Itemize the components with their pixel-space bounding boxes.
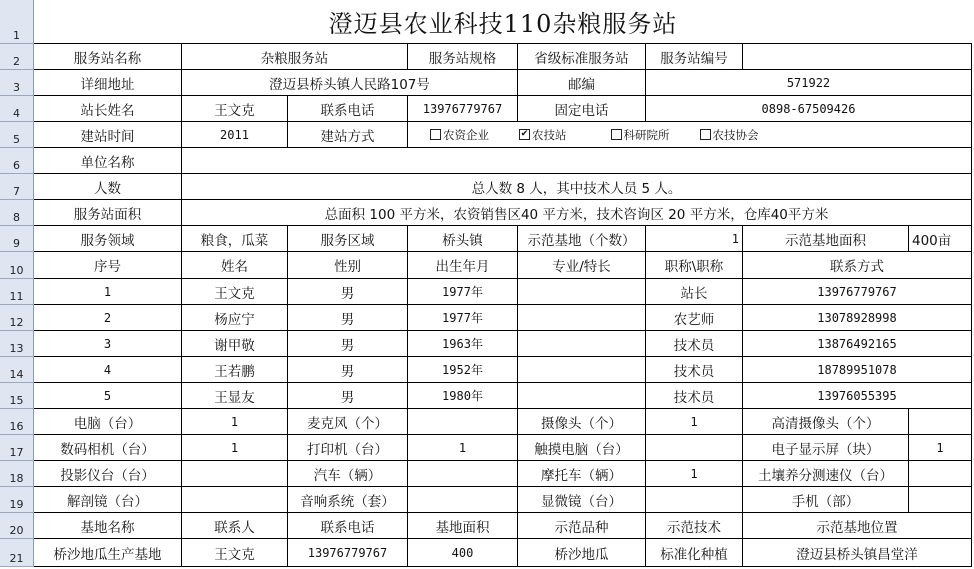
master-name-value[interactable]: 王文克 <box>182 96 288 122</box>
equipment-label[interactable]: 摄像头（个） <box>518 409 646 435</box>
row-header-6[interactable]: 6 <box>0 148 34 174</box>
row-header-3[interactable]: 3 <box>0 70 34 96</box>
demo-base-count-label[interactable]: 示范基地（个数） <box>518 226 646 252</box>
base-area[interactable]: 400 <box>408 539 518 567</box>
staff-title[interactable]: 技术员 <box>646 331 743 357</box>
base-header-phone[interactable]: 联系电话 <box>288 513 408 539</box>
row-header-7[interactable]: 7 <box>0 174 34 200</box>
staff-phone[interactable]: 13876492165 <box>743 331 972 357</box>
staff-sex[interactable]: 男 <box>288 357 408 383</box>
base-location[interactable]: 澄迈县桥头镇昌堂洋 <box>743 539 972 567</box>
checkbox-icon[interactable] <box>430 129 441 140</box>
row-header-15[interactable]: 15 <box>0 383 34 409</box>
row-header-19[interactable]: 19 <box>0 487 34 513</box>
postcode-label[interactable]: 邮编 <box>518 70 646 96</box>
equipment-count[interactable] <box>182 487 288 513</box>
equipment-label[interactable]: 手机（部） <box>743 487 909 513</box>
unit-name-label[interactable]: 单位名称 <box>34 148 182 174</box>
equipment-label[interactable]: 高清摄像头（个） <box>743 409 909 435</box>
equipment-count[interactable] <box>909 461 972 487</box>
base-header-location[interactable]: 示范基地位置 <box>743 513 972 539</box>
founded-value[interactable]: 2011 <box>182 122 288 148</box>
landline-label[interactable]: 固定电话 <box>518 96 646 122</box>
equipment-label[interactable]: 显微镜（台） <box>518 487 646 513</box>
build-mode-option-2[interactable] <box>519 127 567 143</box>
equipment-count[interactable] <box>408 409 518 435</box>
equipment-count[interactable]: 1 <box>182 409 288 435</box>
base-header-variety[interactable]: 示范品种 <box>518 513 646 539</box>
area-value[interactable]: 总面积 100 平方米，农资销售区40 平方米，技术咨询区 20 平方米，仓库40平方米 <box>182 200 972 226</box>
base-contact[interactable]: 王文克 <box>182 539 288 567</box>
staff-sex[interactable]: 男 <box>288 279 408 305</box>
equipment-count[interactable] <box>909 409 972 435</box>
station-name-label[interactable]: 服务站名称 <box>34 44 182 70</box>
equipment-count[interactable]: 1 <box>646 461 743 487</box>
phone-value[interactable]: 13976779767 <box>408 96 518 122</box>
equipment-count[interactable] <box>646 487 743 513</box>
equipment-label[interactable]: 电子显示屏（块） <box>743 435 909 461</box>
staff-birth[interactable]: 1980年 <box>408 383 518 409</box>
equipment-count[interactable]: 1 <box>408 435 518 461</box>
staff-no[interactable]: 2 <box>34 305 182 331</box>
checkbox-label: 农技站 <box>532 127 567 142</box>
base-phone[interactable]: 13976779767 <box>288 539 408 567</box>
row-header-21[interactable]: 21 <box>0 539 34 567</box>
base-tech[interactable]: 标准化种植 <box>646 539 743 567</box>
service-field-label[interactable]: 服务领域 <box>34 226 182 252</box>
headcount-value[interactable]: 总人数 8 人，其中技术人员 5 人。 <box>182 174 972 200</box>
staff-no[interactable]: 4 <box>34 357 182 383</box>
row-header-9[interactable]: 9 <box>0 226 34 252</box>
sheet-title[interactable]: 澄迈县农业科技110杂粮服务站 <box>34 0 972 44</box>
area-label[interactable]: 服务站面积 <box>34 200 182 226</box>
staff-sex[interactable]: 男 <box>288 383 408 409</box>
demo-base-count-value[interactable]: 1 <box>646 226 743 252</box>
checkbox-label: 科研院所 <box>623 127 670 142</box>
staff-name[interactable]: 王文克 <box>182 279 288 305</box>
staff-header-spec[interactable]: 专业/特长 <box>518 252 646 279</box>
staff-title[interactable]: 站长 <box>646 279 743 305</box>
staff-birth[interactable]: 1977年 <box>408 305 518 331</box>
equipment-label[interactable]: 汽车（辆） <box>288 461 408 487</box>
landline-value[interactable]: 0898-67509426 <box>646 96 972 122</box>
build-mode-option-1[interactable] <box>430 127 489 143</box>
staff-birth[interactable]: 1963年 <box>408 331 518 357</box>
phone-label[interactable]: 联系电话 <box>288 96 408 122</box>
staff-header-name[interactable]: 姓名 <box>182 252 288 279</box>
equipment-count[interactable] <box>408 487 518 513</box>
row-header-8[interactable]: 8 <box>0 200 34 226</box>
staff-title[interactable]: 技术员 <box>646 357 743 383</box>
staff-header-contact[interactable]: 联系方式 <box>743 252 972 279</box>
equipment-count[interactable] <box>909 487 972 513</box>
row-header-16[interactable]: 16 <box>0 409 34 435</box>
equipment-label[interactable]: 电脑（台） <box>34 409 182 435</box>
demo-base-area-value[interactable]: 400亩 <box>909 226 972 252</box>
staff-header-title[interactable]: 职称\职称 <box>646 252 743 279</box>
staff-spec[interactable] <box>518 279 646 305</box>
staff-phone[interactable]: 13976055395 <box>743 383 972 409</box>
staff-name[interactable]: 王若鹏 <box>182 357 288 383</box>
equipment-count[interactable]: 1 <box>646 409 743 435</box>
base-header-contact[interactable]: 联系人 <box>182 513 288 539</box>
service-region-label[interactable]: 服务区域 <box>288 226 408 252</box>
staff-title[interactable]: 农艺师 <box>646 305 743 331</box>
equipment-count[interactable]: 1 <box>909 435 972 461</box>
equipment-label[interactable]: 摩托车（辆） <box>518 461 646 487</box>
checkbox-icon[interactable] <box>700 129 711 140</box>
staff-sex[interactable]: 男 <box>288 331 408 357</box>
unit-name-value[interactable] <box>182 148 972 174</box>
row-header-1[interactable]: 1 <box>0 0 34 44</box>
build-mode-label[interactable]: 建站方式 <box>288 122 408 148</box>
staff-header-no[interactable]: 序号 <box>34 252 182 279</box>
row-header-12[interactable]: 12 <box>0 305 34 331</box>
checkbox-icon[interactable] <box>611 129 622 140</box>
row-header-14[interactable]: 14 <box>0 357 34 383</box>
staff-spec[interactable] <box>518 357 646 383</box>
row-header-10[interactable]: 10 <box>0 252 34 279</box>
station-name-value[interactable]: 杂粮服务站 <box>182 44 408 70</box>
staff-phone[interactable]: 18789951078 <box>743 357 972 383</box>
staff-spec[interactable] <box>518 305 646 331</box>
staff-no[interactable]: 3 <box>34 331 182 357</box>
staff-name[interactable]: 王显友 <box>182 383 288 409</box>
base-header-tech[interactable]: 示范技术 <box>646 513 743 539</box>
equipment-count[interactable] <box>646 435 743 461</box>
base-header-area[interactable]: 基地面积 <box>408 513 518 539</box>
row-header-18[interactable]: 18 <box>0 461 34 487</box>
row-header-17[interactable]: 17 <box>0 435 34 461</box>
staff-birth[interactable]: 1977年 <box>408 279 518 305</box>
station-number-value[interactable] <box>743 44 972 70</box>
staff-header-birth[interactable]: 出生年月 <box>408 252 518 279</box>
base-variety[interactable]: 桥沙地瓜 <box>518 539 646 567</box>
equipment-label[interactable]: 麦克风（个） <box>288 409 408 435</box>
staff-phone[interactable]: 13976779767 <box>743 279 972 305</box>
build-mode-options[interactable] <box>408 122 972 148</box>
row-header-13[interactable]: 13 <box>0 331 34 357</box>
row-header-2[interactable]: 2 <box>0 44 34 70</box>
checkbox-label: 农资企业 <box>443 127 489 142</box>
address-value[interactable]: 澄迈县桥头镇人民路107号 <box>182 70 518 96</box>
staff-no[interactable]: 5 <box>34 383 182 409</box>
checkbox-label: 农技协会 <box>712 127 759 142</box>
station-spec-value[interactable]: 省级标准服务站 <box>518 44 646 70</box>
staff-spec[interactable] <box>518 331 646 357</box>
row-header-5[interactable]: 5 <box>0 122 34 148</box>
staff-phone[interactable]: 13078928998 <box>743 305 972 331</box>
checkbox-icon[interactable]: ✔ <box>520 129 529 139</box>
staff-title[interactable]: 技术员 <box>646 383 743 409</box>
demo-base-area-label[interactable]: 示范基地面积 <box>743 226 909 252</box>
master-name-label[interactable]: 站长姓名 <box>34 96 182 122</box>
postcode-value[interactable]: 571922 <box>646 70 972 96</box>
staff-birth[interactable]: 1952年 <box>408 357 518 383</box>
staff-no[interactable]: 1 <box>34 279 182 305</box>
base-header-name[interactable]: 基地名称 <box>34 513 182 539</box>
equipment-count[interactable] <box>182 461 288 487</box>
equipment-count[interactable]: 1 <box>182 435 288 461</box>
equipment-count[interactable] <box>408 461 518 487</box>
build-mode-option-4[interactable] <box>700 127 759 143</box>
address-label[interactable]: 详细地址 <box>34 70 182 96</box>
equipment-label[interactable]: 音响系统（套） <box>288 487 408 513</box>
service-field-value[interactable]: 粮食，瓜菜 <box>182 226 288 252</box>
equipment-label[interactable]: 打印机（台） <box>288 435 408 461</box>
service-region-value[interactable]: 桥头镇 <box>408 226 518 252</box>
staff-name[interactable]: 杨应宁 <box>182 305 288 331</box>
equipment-label[interactable]: 数码相机（台） <box>34 435 182 461</box>
base-name[interactable]: 桥沙地瓜生产基地 <box>34 539 182 567</box>
equipment-label[interactable]: 触摸电脑（台） <box>518 435 646 461</box>
staff-sex[interactable]: 男 <box>288 305 408 331</box>
row-header-4[interactable]: 4 <box>0 96 34 122</box>
equipment-label[interactable]: 解剖镜（台） <box>34 487 182 513</box>
row-header-11[interactable]: 11 <box>0 279 34 305</box>
staff-header-sex[interactable]: 性别 <box>288 252 408 279</box>
equipment-label[interactable]: 投影仪台（台） <box>34 461 182 487</box>
station-spec-label[interactable]: 服务站规格 <box>408 44 518 70</box>
headcount-label[interactable]: 人数 <box>34 174 182 200</box>
station-number-label[interactable]: 服务站编号 <box>646 44 743 70</box>
equipment-label[interactable]: 土壤养分测速仪（台） <box>743 461 909 487</box>
staff-spec[interactable] <box>518 383 646 409</box>
row-header-20[interactable]: 20 <box>0 513 34 539</box>
founded-label[interactable]: 建站时间 <box>34 122 182 148</box>
build-mode-option-3[interactable] <box>611 127 670 143</box>
staff-name[interactable]: 谢甲敬 <box>182 331 288 357</box>
